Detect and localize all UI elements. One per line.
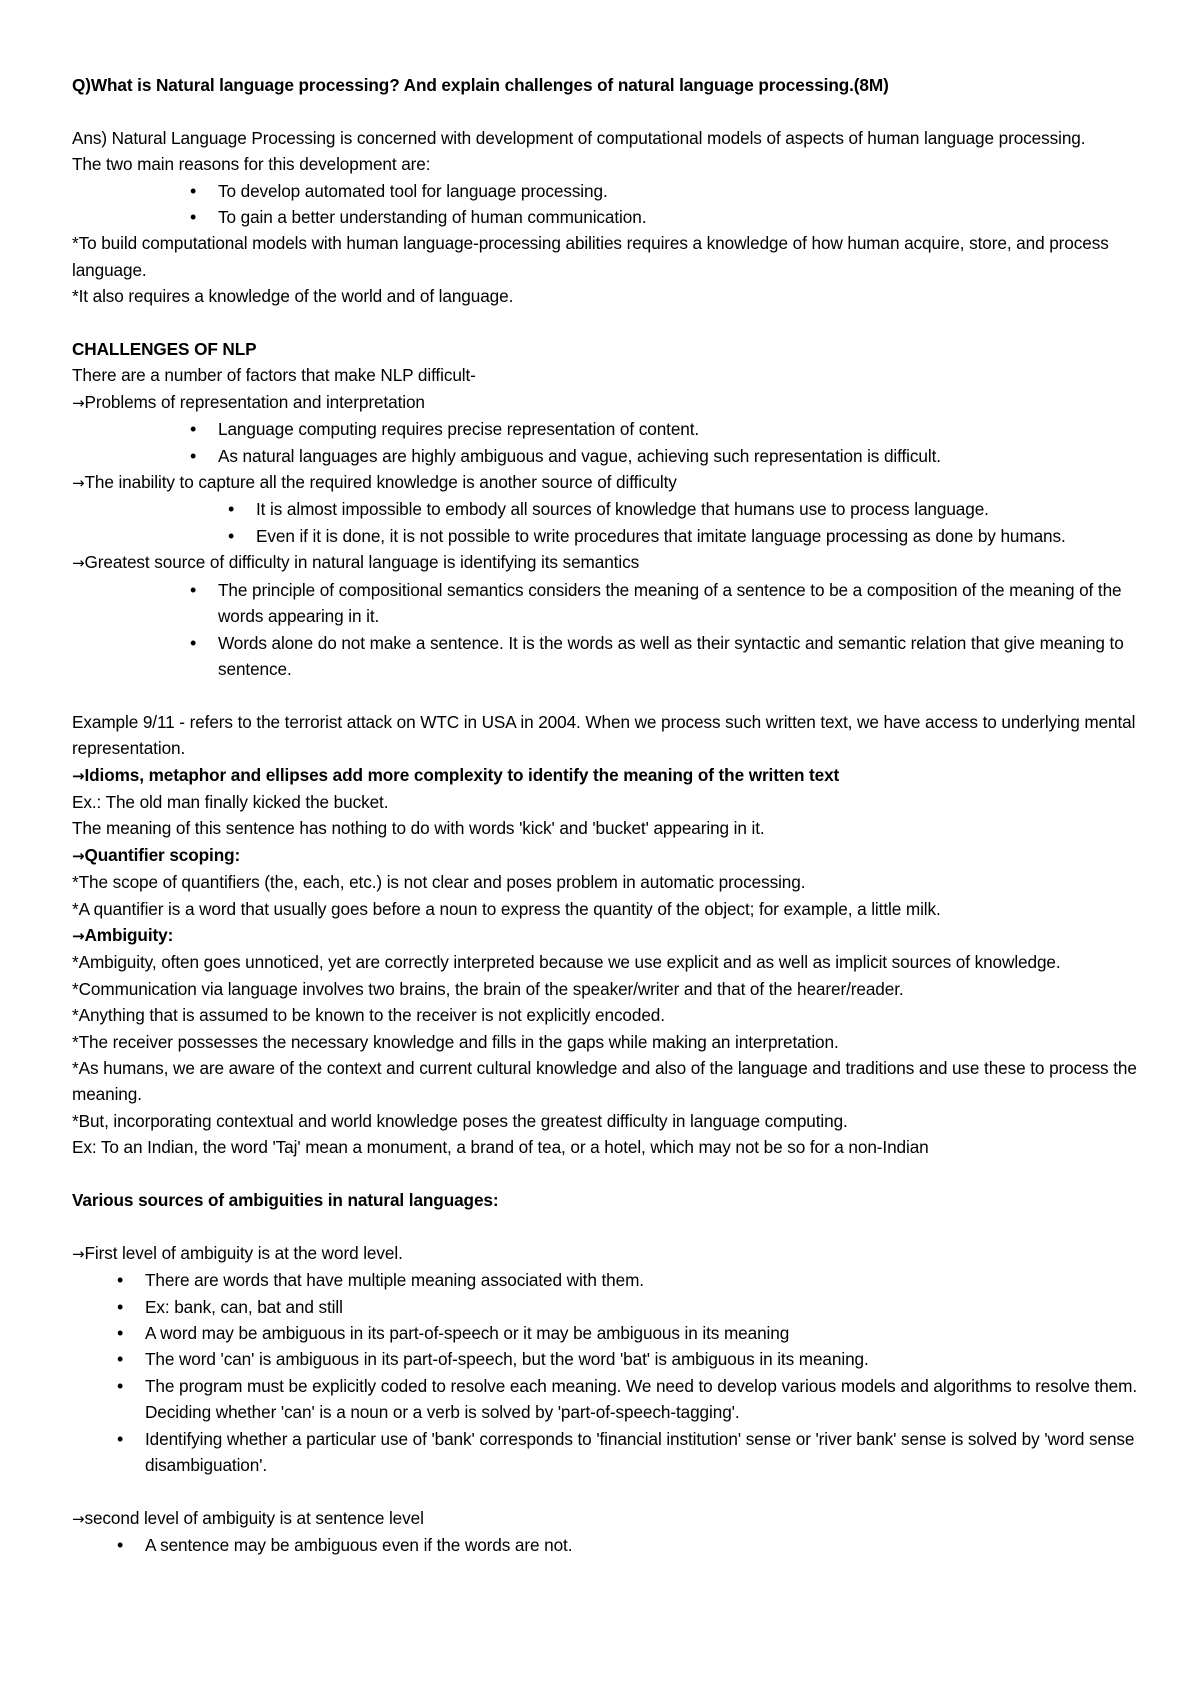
quantifier-line: *A quantifier is a word that usually goes before a noun to express the quantity of the object; for example, a little milk.: [72, 898, 941, 919]
challenges-lead: There are a number of factors that make NLP difficult-: [72, 365, 476, 386]
representation-list: [72, 416, 1142, 469]
subsection-heading: →Greatest source of difficulty in natural language is identifying its semantics: [72, 552, 640, 573]
arrow-icon: →: [72, 1509, 85, 1528]
arrow-icon: →: [72, 1244, 85, 1263]
ambiguity-line: *But, incorporating contextual and world knowledge poses the greatest difficulty in language computing.: [72, 1110, 848, 1131]
arrow-icon: →: [72, 846, 85, 865]
document-page: [72, 72, 1142, 1559]
ambiguity-line: *As humans, we are aware of the context and current cultural knowledge and also of the language and traditions and use these to process the meaning.: [72, 1057, 1137, 1105]
reasons-list: [72, 178, 1142, 231]
list-item: • Ex: bank, can, bat and still: [145, 1294, 1142, 1320]
list-item: • A word may be ambiguous in its part-of-speech or it may be ambiguous in its meaning: [145, 1320, 1142, 1346]
idioms-note: The meaning of this sentence has nothing to do with words 'kick' and 'bucket' appearing in it.: [72, 818, 765, 839]
list-item: • The principle of compositional semantics considers the meaning of a sentence to be a composition of the meaning of the words appearing in it.: [218, 577, 1142, 630]
ambiguity-line: *Communication via language involves two brains, the brain of the speaker/writer and that of the hearer/reader.: [72, 978, 904, 999]
word-level-list: [72, 1267, 1142, 1478]
reasons-lead: The two main reasons for this development are:: [72, 154, 431, 175]
ambiguity-line: *Ambiguity, often goes unnoticed, yet are correctly interpreted because we use explicit and as well as implicit sources of knowledge.: [72, 952, 1061, 973]
question-heading: Q)What is Natural language processing? And explain challenges of natural language processing.(8M): [72, 75, 889, 95]
subsection-heading: →The inability to capture all the required knowledge is another source of difficulty: [72, 472, 677, 493]
list-item: • The program must be explicitly coded to resolve each meaning. We need to develop various models and algorithms to resolve them. Deciding whether 'can' is a noun or a verb is solved by 'part-of-speech-tagging'.: [145, 1373, 1142, 1426]
example-paragraph: Example 9/11 - refers to the terrorist attack on WTC in USA in 2004. When we process such written text, we have access to underlying mental representation.: [72, 711, 1136, 759]
arrow-icon: →: [72, 393, 85, 412]
subsection-heading: →Ambiguity:: [72, 924, 174, 945]
arrow-icon: →: [72, 554, 85, 573]
section-heading: Various sources of ambiguities in natural languages:: [72, 1190, 499, 1210]
ambiguity-line: *Anything that is assumed to be known to the receiver is not explicitly encoded.: [72, 1005, 665, 1026]
ambiguity-line: Ex: To an Indian, the word 'Taj' mean a monument, a brand of tea, or a hotel, which may not be so for a non-Indian: [72, 1137, 929, 1158]
idioms-example: Ex.: The old man finally kicked the bucket.: [72, 791, 389, 812]
arrow-icon: →: [72, 474, 85, 493]
answer-note: *It also requires a knowledge of the world and of language.: [72, 286, 514, 307]
list-item: • To develop automated tool for language processing.: [218, 178, 1142, 204]
subsection-heading: →Idioms, metaphor and ellipses add more complexity to identify the meaning of the written text: [72, 764, 840, 785]
section-heading: CHALLENGES OF NLP: [72, 339, 257, 360]
arrow-icon: →: [72, 766, 85, 785]
ambiguity-line: *The receiver possesses the necessary knowledge and fills in the gaps while making an interpretation.: [72, 1031, 839, 1052]
list-item: • Language computing requires precise representation of content.: [218, 416, 1142, 442]
list-item: • Words alone do not make a sentence. It is the words as well as their syntactic and semantic relation that give meaning to sentence.: [218, 630, 1142, 683]
subsection-heading: →First level of ambiguity is at the word level.: [72, 1242, 403, 1263]
list-item: • The word 'can' is ambiguous in its part-of-speech, but the word 'bat' is ambiguous in its meaning.: [145, 1346, 1142, 1372]
knowledge-list: [72, 496, 1142, 549]
list-item: • To gain a better understanding of human communication.: [218, 204, 1142, 230]
arrow-icon: →: [72, 926, 85, 945]
list-item: • A sentence may be ambiguous even if the words are not.: [145, 1532, 1142, 1558]
answer-intro: Ans) Natural Language Processing is concerned with development of computational models of aspects of human language processing.: [72, 127, 1086, 148]
list-item: • It is almost impossible to embody all sources of knowledge that humans use to process language.: [256, 496, 1142, 522]
semantics-list: [72, 577, 1142, 683]
answer-note: *To build computational models with human language-processing abilities requires a knowledge of how human acquire, store, and process language.: [72, 233, 1109, 280]
subsection-heading: →second level of ambiguity is at sentence level: [72, 1507, 424, 1528]
list-item: • Identifying whether a particular use of 'bank' corresponds to 'financial institution' sense or 'river bank' sense is solved by 'word sense disambiguation'.: [145, 1426, 1142, 1479]
quantifier-line: *The scope of quantifiers (the, each, etc.) is not clear and poses problem in automatic processing.: [72, 872, 806, 893]
sentence-level-list: [72, 1532, 1142, 1558]
subsection-heading: →Problems of representation and interpretation: [72, 391, 425, 412]
list-item: • As natural languages are highly ambiguous and vague, achieving such representation is difficult.: [218, 443, 1142, 469]
list-item: • Even if it is done, it is not possible to write procedures that imitate language processing as done by humans.: [256, 523, 1142, 549]
subsection-heading: →Quantifier scoping:: [72, 844, 241, 865]
list-item: • There are words that have multiple meaning associated with them.: [145, 1267, 1142, 1293]
